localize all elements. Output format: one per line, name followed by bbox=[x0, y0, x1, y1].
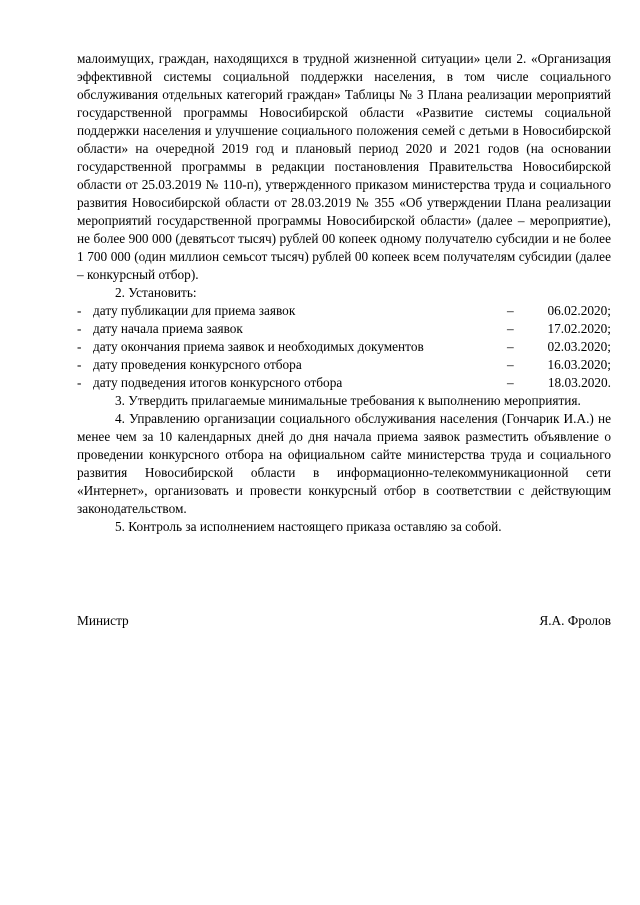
list-dash: - bbox=[77, 321, 82, 336]
date-value: 18.03.2020. bbox=[547, 375, 611, 390]
item-3-paragraph: 3. Утвердить прилагаемые минимальные требования к выполнению мероприятия. bbox=[115, 393, 581, 408]
signatory-name: Я.А. Фролов bbox=[539, 613, 611, 628]
list-dash: - bbox=[77, 357, 82, 372]
date-row bbox=[77, 302, 611, 320]
date-row bbox=[77, 338, 611, 356]
date-value: 02.03.2020; bbox=[547, 339, 611, 354]
date-row bbox=[77, 356, 611, 374]
item-4-paragraph: 4. Управлению организации социального обслуживания населения (Гончарик И.А.) не менее чем за 10 календарных дней до дня начала приема заявок разместить объявление о проведении конкурсного отбора на официальном сайте министерства труда и социального развития Новосибирской области в информационно-телекоммуникационной сети «Интернет», организовать и провести конкурсный отбор в соответствии с действующим законодательством. bbox=[77, 411, 611, 516]
date-value: 06.02.2020; bbox=[547, 303, 611, 318]
date-row bbox=[77, 320, 611, 338]
signature-block bbox=[77, 612, 611, 630]
date-label: дату начала приема заявок bbox=[93, 321, 243, 336]
date-row bbox=[77, 374, 611, 392]
date-value: 16.03.2020; bbox=[547, 357, 611, 372]
date-value: 17.02.2020; bbox=[547, 321, 611, 336]
document-body bbox=[77, 50, 611, 536]
date-label: дату проведения конкурсного отбора bbox=[93, 357, 302, 372]
date-separator: – bbox=[507, 357, 514, 372]
paragraph-continuation: малоимущих, граждан, находящихся в трудной жизненной ситуации» цели 2. «Организация эффективной системы социальной поддержки населения, в том числе социального обслуживания отдельных категорий граждан» Таблицы № 3 Плана реализации мероприятий государственной программы Новосибирской области «Развитие системы социальной поддержки населения и улучшение социального положения семей с детьми в Новосибирской области» на очередной 2019 год и плановый период 2020 и 2021 годов (на основании государственной программы в редакции постановления Правительства Новосибирской области от 25.03.2019 № 110-п), утвержденного приказом министерства труда и социального развития Новосибирской области от 28.03.2019 № 355 «Об утверждении Плана реализации мероприятий государственной программы Новосибирской области» (далее – мероприятие), не более 900 000 (девятьсот тысяч) рублей 00 копеек одному получателю субсидии и не более 1 700 000 (один миллион семьсот тысяч) рублей 00 копеек всем получателям субсидии (далее – конкурсный отбор). bbox=[77, 51, 611, 282]
date-label: дату подведения итогов конкурсного отбора bbox=[93, 375, 343, 390]
item-5-paragraph: 5. Контроль за исполнением настоящего приказа оставляю за собой. bbox=[115, 519, 502, 534]
date-separator: – bbox=[507, 339, 514, 354]
list-dash: - bbox=[77, 375, 82, 390]
date-separator: – bbox=[507, 375, 514, 390]
date-separator: – bbox=[507, 303, 514, 318]
list-dash: - bbox=[77, 339, 82, 354]
dates-list bbox=[77, 302, 611, 392]
date-label: дату окончания приема заявок и необходимых документов bbox=[93, 339, 424, 354]
item-2-heading: 2. Установить: bbox=[115, 285, 197, 300]
signatory-position: Министр bbox=[77, 613, 129, 628]
list-dash: - bbox=[77, 303, 82, 318]
date-separator: – bbox=[507, 321, 514, 336]
date-label: дату публикации для приема заявок bbox=[93, 303, 296, 318]
